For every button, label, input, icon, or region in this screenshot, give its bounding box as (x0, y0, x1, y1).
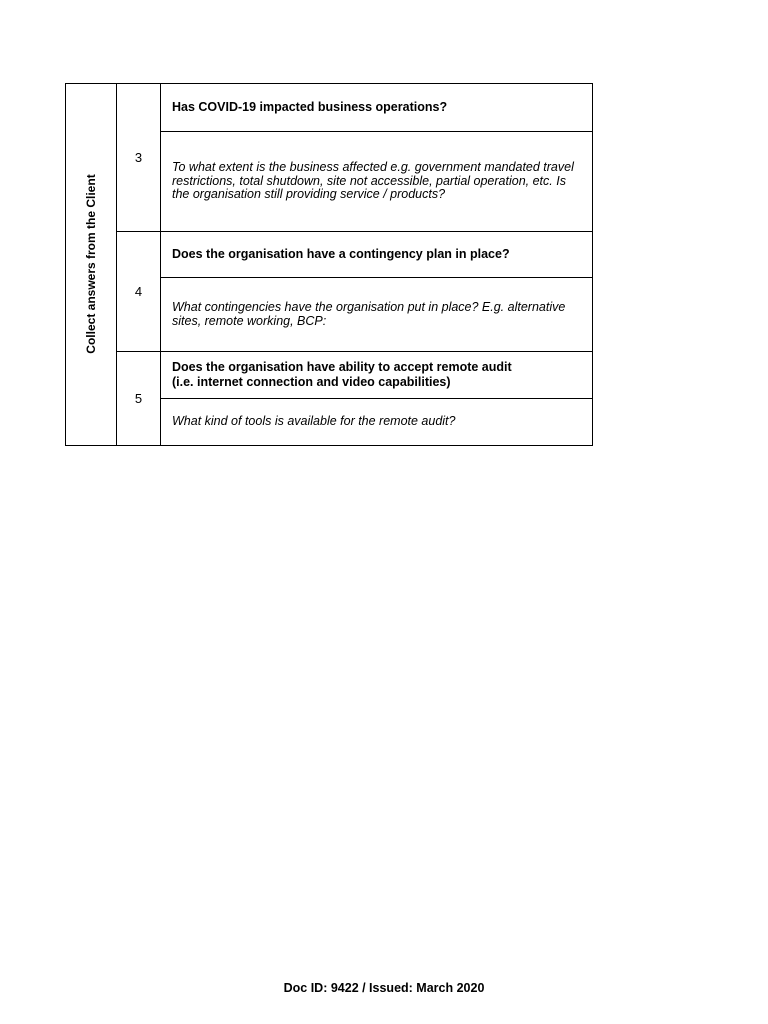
question-3 (161, 84, 592, 131)
side-column (66, 84, 117, 445)
question-hint: To what extent is the business affected e.g. government mandated travel restrictions, total shutdown, site not accessible, partial operation, etc. Is the organisation still providing service / products? (172, 160, 574, 202)
row-number-3: 3 (117, 84, 161, 231)
hint-3 (161, 132, 592, 231)
question-4 (161, 232, 592, 277)
client-questions-table (65, 83, 593, 446)
question-title-line: (i.e. internet connection and video capabilities) (172, 375, 451, 389)
question-5 (161, 352, 592, 398)
hint-4 (161, 278, 592, 351)
question-title-line: Does the organisation have ability to accept remote audit (172, 360, 512, 374)
document-footer: Doc ID: 9422 / Issued: March 2020 (283, 981, 485, 995)
row-number-4: 4 (117, 232, 161, 351)
question-hint: What kind of tools is available for the remote audit? (172, 414, 456, 429)
question-title: Does the organisation have a contingency plan in place? (172, 247, 510, 261)
row-number-5: 5 (117, 352, 161, 445)
question-title: Has COVID-19 impacted business operations? (172, 100, 448, 114)
side-label: Collect answers from the Client (84, 174, 98, 354)
question-title (172, 360, 512, 390)
hint-5 (161, 399, 592, 445)
question-hint: What contingencies have the organisation put in place? E.g. alternative sites, remote working, BCP: (172, 300, 566, 328)
